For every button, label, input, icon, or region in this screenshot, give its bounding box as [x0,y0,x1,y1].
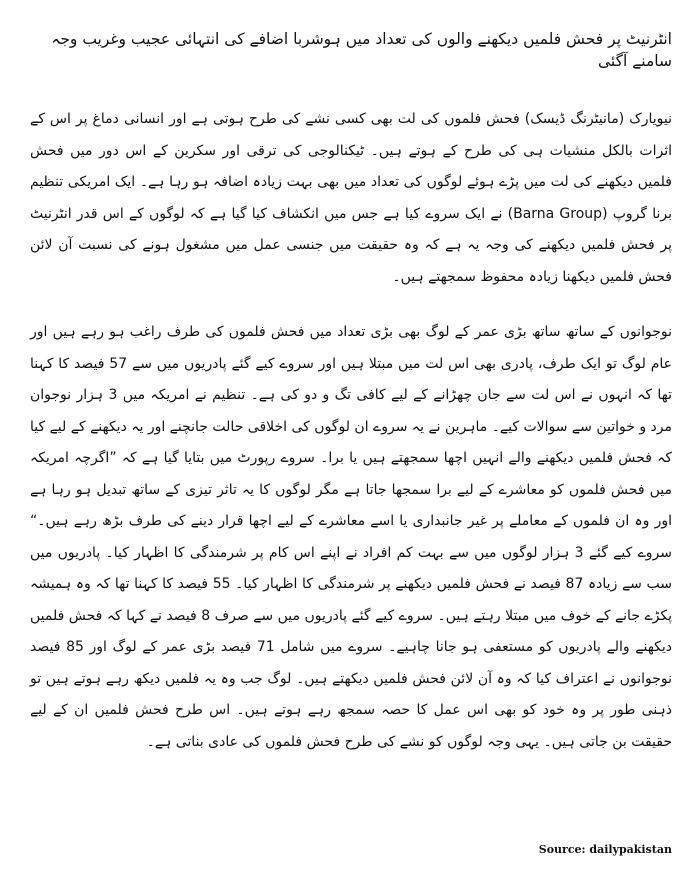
article-paragraph-1: نیویارک (مانیٹرنگ ڈیسک) فحش فلموں کی لت بھی کسی نشے کی طرح ہوتی ہے اور انسانی دماغ پر اس کے اثرات بالکل منشیات ہی کی طرح کے ہوتے ہیں۔ ٹیکنالوجی کی ترقی اور سکرین کے اس دور میں فحش فلمیں دیکھنے کی لت میں پڑے ہوئے لوگوں کی تعداد میں بھی بہت زیادہ اضافہ ہو رہا ہے۔ ایک امریکی تنظیم برنا گروپ (Barna Group) نے ایک سروے کیا ہے جس میں انکشاف کیا گیا ہے کہ لوگوں کے اس قدر انٹرنیٹ پر فحش فلمیں دیکھنے کی وجہ یہ ہے کہ وہ حقیقت میں جنسی عمل میں مشغول ہونے کی نسبت آن لائن فحش فلمیں دیکھنا زیادہ محفوظ سمجھتے ہیں۔ [30,111,672,285]
article-paragraph-2: نوجوانوں کے ساتھ ساتھ بڑی عمر کے لوگ بھی بڑی تعداد میں فحش فلموں کی طرف راغب ہو رہے ہیں اور عام لوگ تو ایک طرف، پادری بھی اس لت میں مبتلا ہیں اور سروے کیے گئے پادریوں میں سے 57 فیصد کا کہنا تھا کہ انہوں نے اس لت سے جان چھڑانے کے لیے کافی تگ و دو کی ہے۔ تنظیم نے امریکہ میں 3 ہزار نوجوان مرد و خواتین سے سوالات کیے۔ ماہرین نے یہ سروے ان لوگوں کی اخلاقی حالت جانچنے اور یہ دیکھنے کے لیے کیا کہ فحش فلمیں دیکھنے والے انہیں اچھا سمجھتے ہیں یا برا۔ سروے رپورٹ میں بتایا گیا ہے کہ ”اگرچہ امریکہ میں فحش فلموں کو معاشرے کے لیے برا سمجھا جاتا ہے مگر لوگوں کا یہ تاثر تیزی کے ساتھ تبدیل ہو رہا ہے اور وہ ان فلموں کے معاملے پر غیر جانبداری یا اسے معاشرے کے لیے اچھا قرار دینے کی طرف بڑھ رہے ہیں۔“ سروے کیے گئے 3 ہزار لوگوں میں سے بہت کم افراد نے اپنے اس کام پر شرمندگی کا اظہار کیا۔ پادریوں میں سب سے زیادہ 87 فیصد نے فحش فلمیں دیکھنے پر شرمندگی کا اظہار کیا۔ 55 فیصد کا کہنا تھا کہ وہ ہمیشہ پکڑے جانے کے خوف میں مبتلا رہتے ہیں۔ سروے کیے گئے پادریوں میں سے صرف 8 فیصد نے کہا کہ فحش فلمیں دیکھنے والے پادریوں کو مستعفی ہو جانا چاہیے۔ سروے میں شامل 71 فیصد بڑی عمر کے لوگ اور 85 فیصد نوجوانوں نے اعتراف کیا کہ وہ آن لائن فحش فلمیں دیکھتے ہیں۔ لوگ جب وہ یہ فلمیں دیکھ رہے ہوتے ہیں تو ذہنی طور پر وہ خود کو بھی اس عمل کا حصہ سمجھ رہے ہوتے ہیں۔ اس طرح فحش فلمیں ان کے لیے حقیقت بن جاتی ہیں۔ یہی وجہ لوگوں کو نشے کی طرح فحش فلموں کی عادی بناتی ہے۔ [30,324,673,750]
source-credit: Source: dailypakistan [538,843,672,856]
article-headline: انٹرنیٹ پر فحش فلمیں دیکھنے والوں کی تعداد میں ہوشربا اضافے کی انتہائی عجیب وغریب وجہ سامنے آگئی [51,30,672,70]
article [30,28,672,758]
